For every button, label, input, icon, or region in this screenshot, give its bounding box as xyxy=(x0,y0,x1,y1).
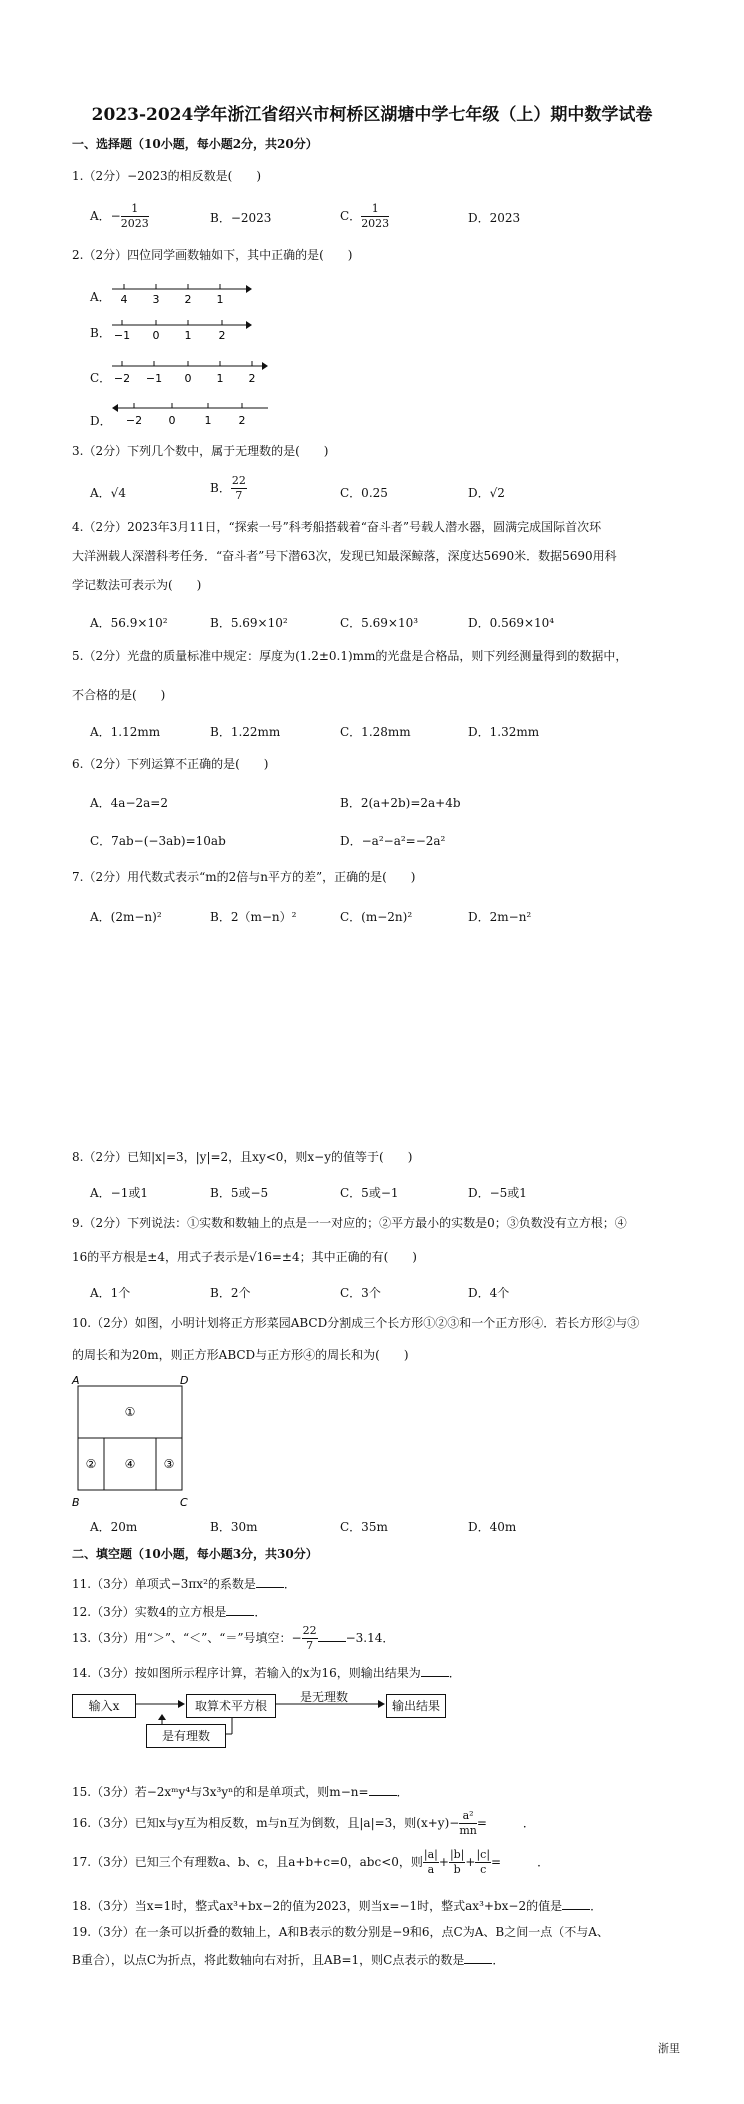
q5-option-a[interactable]: A．1.12mm xyxy=(90,725,161,739)
q2-option-b-label[interactable]: B． xyxy=(90,326,111,340)
q9-option-d[interactable]: D．4个 xyxy=(468,1286,510,1300)
answer-blank[interactable] xyxy=(369,1785,397,1796)
page-title: 2023-2024学年浙江省绍兴市柯桥区湖塘中学七年级（上）期中数学试卷 xyxy=(91,105,653,125)
q2-b-tick-label: 2 xyxy=(218,329,226,342)
q1-option-d[interactable]: D．2023 xyxy=(468,211,521,225)
region-3: ③ xyxy=(163,1457,175,1471)
answer-blank[interactable] xyxy=(256,1577,284,1588)
q10-option-c[interactable]: C．35m xyxy=(340,1520,388,1534)
q2-b-tick-label: −1 xyxy=(113,329,131,342)
q2-stem: 2.（2分）四位同学画数轴如下，其中正确的是( ) xyxy=(72,248,353,262)
q10-line2: 的周长和为20m，则正方形ABCD与正方形④的周长和为( ) xyxy=(72,1348,409,1362)
answer-blank[interactable] xyxy=(421,1666,449,1677)
answer-blank[interactable] xyxy=(226,1605,254,1616)
q5-option-d[interactable]: D．1.32mm xyxy=(468,725,540,739)
q7-option-d[interactable]: D．2m−n² xyxy=(468,910,532,924)
flow-sqrt-box: 取算术平方根 xyxy=(186,1694,276,1718)
q4-option-c[interactable]: C．5.69×10³ xyxy=(340,616,419,630)
q19-line2: B重合），以点C为折点，将此数轴向右对折，且AB=1，则C点表示的数是 ． xyxy=(72,1953,505,1967)
q3-option-b[interactable]: B． $\frac{22}{7}$ xyxy=(210,474,246,502)
q8-option-a[interactable]: A．−1或1 xyxy=(90,1186,148,1200)
q12: 12.（3分）实数4的立方根是 ． xyxy=(72,1605,267,1619)
q2-a-tick-label: 2 xyxy=(184,293,192,306)
label-c: C xyxy=(180,1496,188,1509)
q4-option-a[interactable]: A．56.9×10² xyxy=(90,616,168,630)
q11: 11.（3分）单项式−3πx²的系数是 ． xyxy=(72,1577,296,1591)
answer-blank[interactable] xyxy=(318,1631,346,1642)
q2-d-tick-label: 2 xyxy=(238,414,246,427)
q5-line2: 不合格的是( ) xyxy=(72,688,166,702)
q3-option-d[interactable]: D．√2 xyxy=(468,486,505,500)
q10-line1: 10.（2分）如图，小明计划将正方形菜园ABCD分割成三个长方形①②③和一个正方形④．若长方形②与③ xyxy=(72,1316,640,1330)
q18: 18.（3分）当x=1时，整式ax³+bx−2的值为2023，则当x=−1时，整式ax³+bx−2的值是 ． xyxy=(72,1899,603,1913)
q6-stem: 6.（2分）下列运算不正确的是( ) xyxy=(72,757,269,771)
section-choice: 一、选择题（10小题，每小题2分，共20分） xyxy=(72,137,318,151)
q7-stem: 7.（2分）用代数式表示“m的2倍与n平方的差”，正确的是( ) xyxy=(72,870,416,884)
q10-option-d[interactable]: D．40m xyxy=(468,1520,517,1534)
q1-stem: 1.（2分）−2023的相反数是( ) xyxy=(72,169,262,183)
q7-option-c[interactable]: C．(m−2n)² xyxy=(340,910,413,924)
q9-option-c[interactable]: C．3个 xyxy=(340,1286,381,1300)
q1-option-b[interactable]: B．−2023 xyxy=(210,211,272,225)
q5-option-b[interactable]: B．1.22mm xyxy=(210,725,281,739)
q6-option-d[interactable]: D．−a²−a²=−2a² xyxy=(340,834,446,848)
label-a: A xyxy=(72,1374,80,1387)
region-4: ④ xyxy=(124,1457,136,1471)
q2-d-tick-label: −2 xyxy=(125,414,143,427)
q3-stem: 3.（2分）下列几个数中，属于无理数的是( ) xyxy=(72,444,329,458)
q13: 13.（3分）用“＞”、“＜”、“＝”号填空：− $\frac{22}{7}$ −3.14． xyxy=(72,1624,395,1652)
q6-option-c[interactable]: C．7ab−(−3ab)=10ab xyxy=(90,834,226,848)
q9-line1: 9.（2分）下列说法：①实数和数轴上的点是一一对应的；②平方最小的实数是0；③负数没有立方根；④ xyxy=(72,1216,627,1230)
q5-option-c[interactable]: C．1.28mm xyxy=(340,725,411,739)
q2-c-tick-label: −1 xyxy=(145,372,163,385)
q6-option-a[interactable]: A．4a−2a=2 xyxy=(90,796,168,810)
answer-blank[interactable] xyxy=(464,1953,492,1964)
label-b: B xyxy=(72,1496,80,1509)
region-1: ① xyxy=(124,1405,136,1419)
answer-blank[interactable] xyxy=(562,1899,590,1910)
q8-option-c[interactable]: C．5或−1 xyxy=(340,1186,399,1200)
q7-option-b[interactable]: B．2（m−n）² xyxy=(210,910,297,924)
q2-b-tick-label: 0 xyxy=(152,329,160,342)
q6-option-b[interactable]: B．2(a+2b)=2a+4b xyxy=(340,796,461,810)
q4-option-d[interactable]: D．0.569×10⁴ xyxy=(468,616,555,630)
flow-input-box: 输入x xyxy=(72,1694,136,1718)
q2-c-tick-label: 0 xyxy=(184,372,192,385)
footer-mark: 浙里 xyxy=(658,2042,680,2055)
q10-option-b[interactable]: B．30m xyxy=(210,1520,258,1534)
q5-line1: 5.（2分）光盘的质量标准中规定：厚度为(1.2±0.1)mm的光盘是合格品，则下列经测量得到的数据中， xyxy=(72,649,628,663)
q19-line1: 19.（3分）在一条可以折叠的数轴上，A和B表示的数分别是−9和6，点C为A、B之间一点（不与A、 xyxy=(72,1925,609,1939)
q9-option-b[interactable]: B．2个 xyxy=(210,1286,251,1300)
q4-line3: 学记数法可表示为( ) xyxy=(72,578,202,592)
q7-option-a[interactable]: A．(2m−n)² xyxy=(90,910,162,924)
q8-option-d[interactable]: D．−5或1 xyxy=(468,1186,527,1200)
q3-option-a[interactable]: A．√4 xyxy=(90,486,126,500)
q10-square-figure xyxy=(68,1374,200,1514)
q2-c-tick-label: −2 xyxy=(113,372,131,385)
q2-option-c-label[interactable]: C． xyxy=(90,371,112,385)
q2-number-line-c xyxy=(112,358,272,388)
q2-number-line-b xyxy=(112,317,252,343)
q9-line2: 16的平方根是±4，用式子表示是√16=±4；其中正确的有( ) xyxy=(72,1250,417,1264)
q2-b-tick-label: 1 xyxy=(184,329,192,342)
q2-a-tick-label: 3 xyxy=(152,293,160,306)
q2-d-tick-label: 1 xyxy=(204,414,212,427)
q10-option-a[interactable]: A．20m xyxy=(90,1520,138,1534)
q16: 16.（3分）已知x与y互为相反数，m与n互为倒数，且|a|=3，则(x+y)− $\frac{\text{a²}}{mn}$ = ． xyxy=(72,1809,535,1837)
q15: 15.（3分）若−2xᵐy⁴与3x³yⁿ的和是单项式，则m−n= ． xyxy=(72,1785,409,1799)
q2-a-tick-label: 1 xyxy=(216,293,224,306)
flow-irrational-label: 是无理数 xyxy=(300,1690,349,1704)
q14: 14.（3分）按如图所示程序计算，若输入的x为16，则输出结果为 ． xyxy=(72,1666,461,1680)
q2-option-a-label[interactable]: A． xyxy=(90,290,111,304)
q9-option-a[interactable]: A．1个 xyxy=(90,1286,131,1300)
q8-stem: 8.（2分）已知|x|=3，|y|=2，且xy<0，则x−y的值等于( ) xyxy=(72,1150,413,1164)
region-2: ② xyxy=(85,1457,97,1471)
q2-number-line-d xyxy=(112,400,272,430)
flow-output-box: 输出结果 xyxy=(386,1694,446,1718)
q2-c-tick-label: 1 xyxy=(216,372,224,385)
q4-option-b[interactable]: B．5.69×10² xyxy=(210,616,288,630)
q1-option-a[interactable]: A．− $\frac{1}{2023}$ xyxy=(90,202,149,230)
q2-number-line-a xyxy=(112,281,252,307)
label-d: D xyxy=(180,1374,189,1387)
q8-option-b[interactable]: B．5或−5 xyxy=(210,1186,269,1200)
q2-d-tick-label: 0 xyxy=(168,414,176,427)
flow-rational-box: 是有理数 xyxy=(146,1724,226,1748)
q4-line1: 4.（2分）2023年3月11日，“探索一号”科考船搭载着“奋斗者”号载人潜水器，圆满完成国际首次环 xyxy=(72,520,602,534)
section-fill: 二、填空题（10小题，每小题3分，共30分） xyxy=(72,1547,318,1561)
q2-c-tick-label: 2 xyxy=(248,372,256,385)
q2-a-tick-label: 4 xyxy=(120,293,128,306)
q3-option-c[interactable]: C．0.25 xyxy=(340,486,388,500)
q1-option-c[interactable]: C． $\frac{1}{2023}$ xyxy=(340,202,390,230)
q17: 17.（3分）已知三个有理数a、b、c，且a+b+c=0，abc<0，则 $\frac{|a|}{a}$ + $\frac{|b|}{b}$ + $\frac{|c|}{c}$ = ． xyxy=(72,1848,550,1876)
q2-option-d-label[interactable]: D． xyxy=(90,414,112,428)
q4-line2: 大洋洲载人深潜科考任务．“奋斗者”号下潜63次，发现已知最深鲸落，深度达5690米．数据5690用科 xyxy=(72,549,617,563)
